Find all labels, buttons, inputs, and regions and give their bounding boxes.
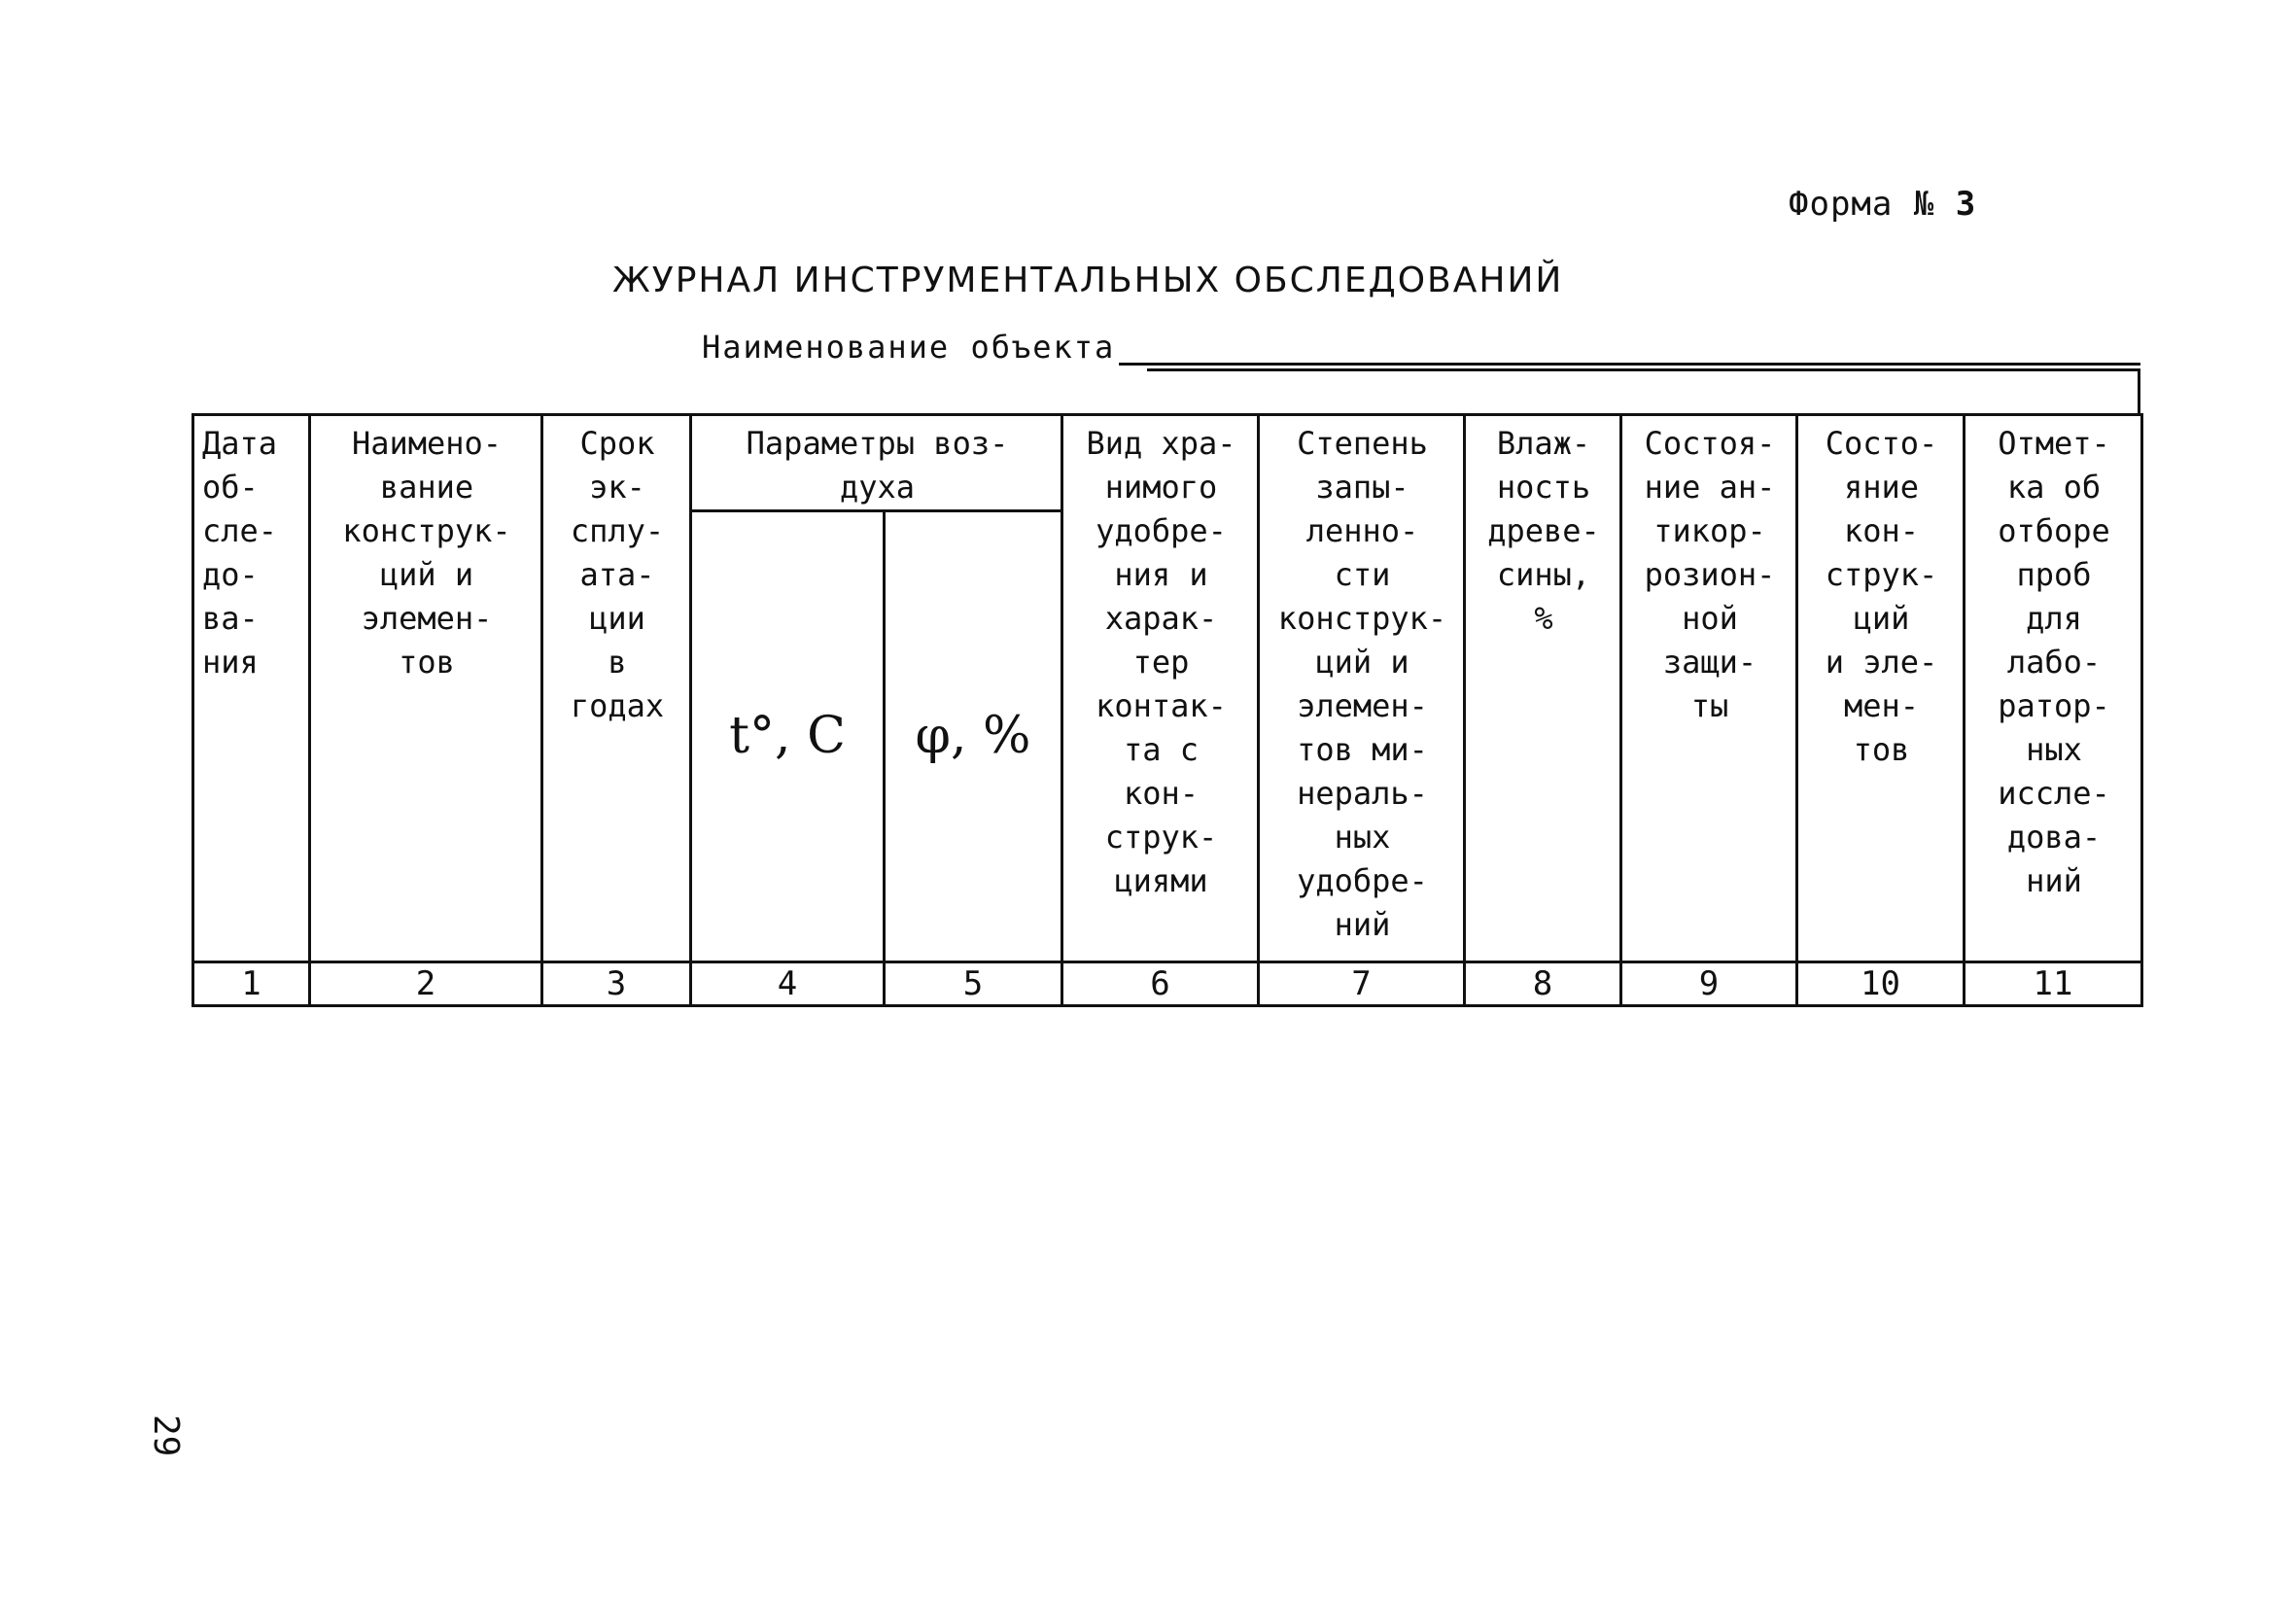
object-name-field[interactable]: [1119, 333, 2140, 366]
col-number-10: 10: [1797, 962, 1965, 1006]
document-title: ЖУРНАЛ ИНСТРУМЕНТАЛЬНЫХ ОБСЛЕДОВАНИЙ: [612, 261, 1564, 300]
col-number-11: 11: [1965, 962, 2142, 1006]
col-header-date: Дата об- сле- до- ва- ния: [193, 415, 310, 962]
col-header-humidity: φ, %: [885, 511, 1062, 962]
form-label: Форма №: [1789, 185, 1935, 224]
col-number-6: 6: [1062, 962, 1259, 1006]
col-header-dust-level: Степень запы- ленно- сти конструк- ций и элемен- тов ми- нераль- ных удобре- ний: [1259, 415, 1465, 962]
col-header-service-life: Срок эк- сплу- ата- ции в годах: [542, 415, 691, 962]
col-number-8: 8: [1465, 962, 1621, 1006]
column-number-row: [193, 962, 2142, 1006]
form-number-value: 3: [1955, 185, 1977, 224]
form-number: [1789, 185, 1976, 224]
col-header-air-parameters: Параметры воз- духа: [691, 415, 1062, 511]
col-header-structure-condition: Состо- яние кон- струк- ций и эле- мен- тов: [1797, 415, 1965, 962]
col-header-fertilizer-type: Вид хра- нимого удобре- ния и харак- тер контак- та с кон- струк- циями: [1062, 415, 1259, 962]
col-header-sampling-note: Отмет- ка об отборе проб для лабо- ратор- ных иссле- дова- ний: [1965, 415, 2142, 962]
object-label: Наименование объекта: [702, 329, 1116, 366]
col-header-wood-moisture: Влаж- ность древе- сины, %: [1465, 415, 1621, 962]
col-number-5: 5: [885, 962, 1062, 1006]
col-header-structure-name: Наимено- вание конструк- ций и элемен- тов: [310, 415, 542, 962]
col-number-1: 1: [193, 962, 310, 1006]
header-row-1: [193, 415, 2142, 511]
header-rule-tick: [2138, 368, 2140, 415]
journal-table: [191, 413, 2143, 1007]
col-header-temperature: t°, С: [691, 511, 885, 962]
col-number-9: 9: [1621, 962, 1797, 1006]
header-rule: [1147, 368, 2140, 371]
col-number-2: 2: [310, 962, 542, 1006]
page-number: 29: [146, 1415, 186, 1457]
col-number-7: 7: [1259, 962, 1465, 1006]
col-number-3: 3: [542, 962, 691, 1006]
col-number-4: 4: [691, 962, 885, 1006]
object-name-line: [702, 329, 2140, 366]
col-header-corrosion-protection: Состоя- ние ан- тикор- розион- ной защи- ты: [1621, 415, 1797, 962]
